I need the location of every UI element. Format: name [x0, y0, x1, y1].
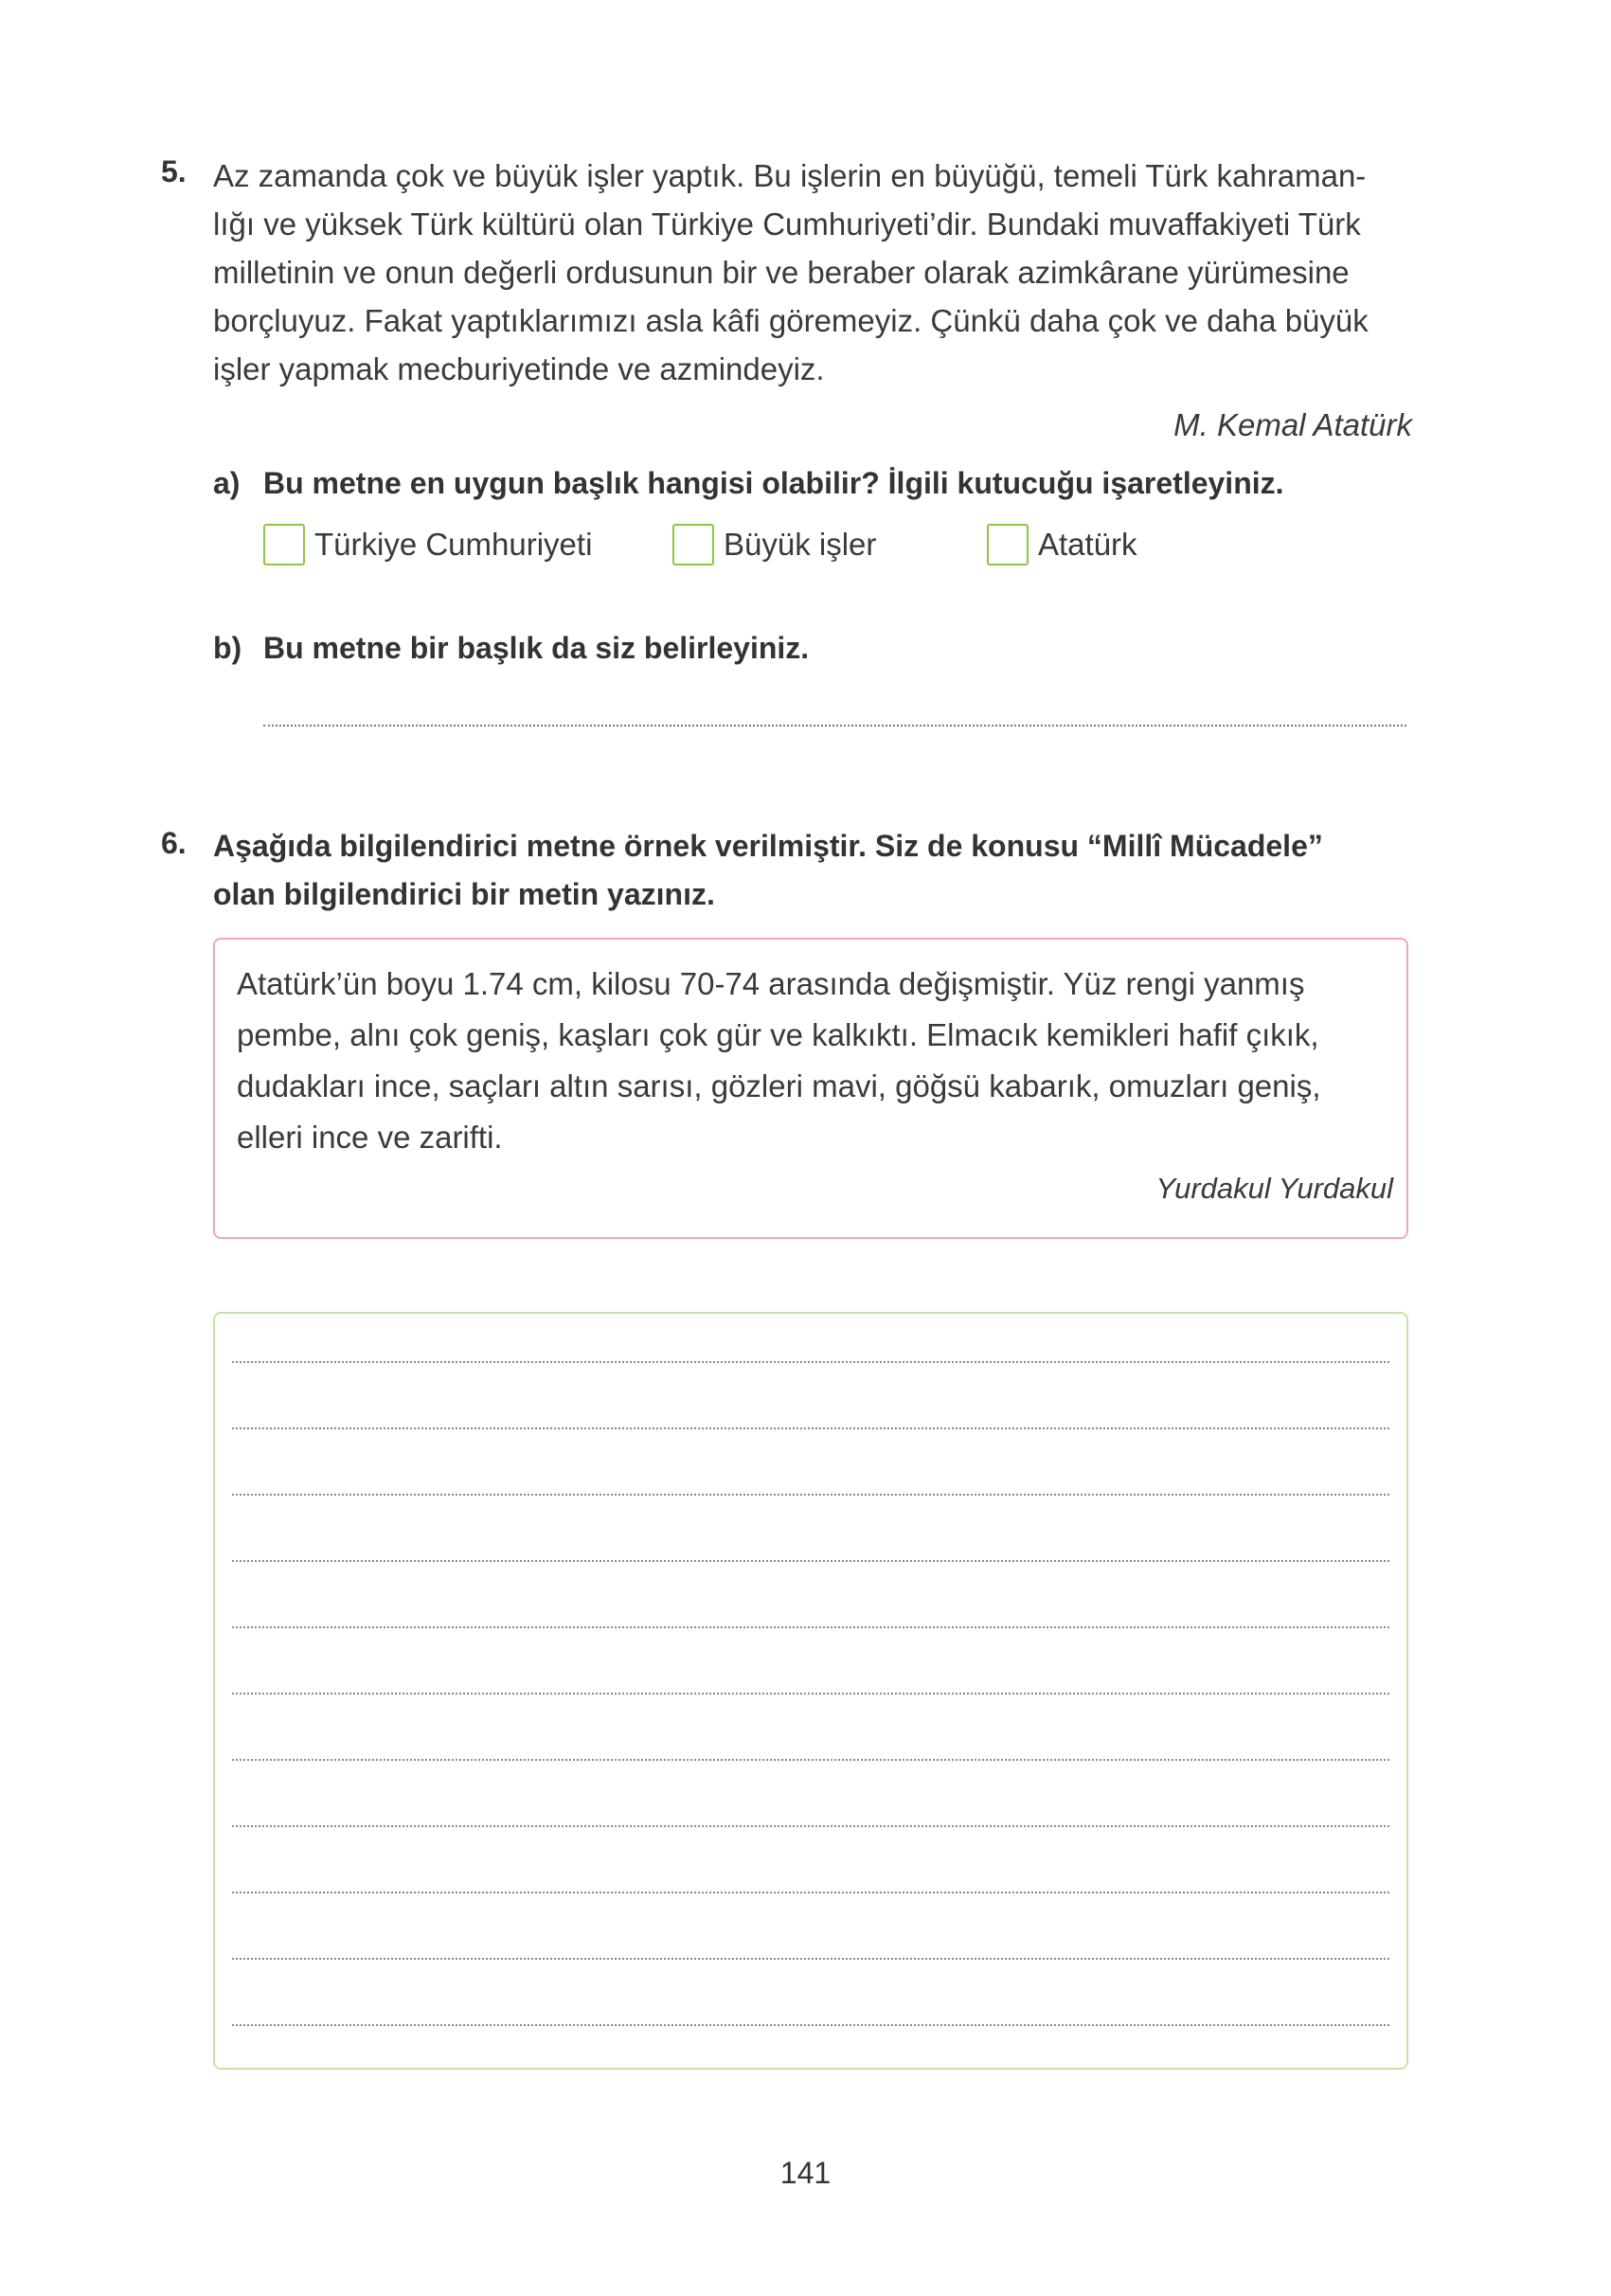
- option-label: Atatürk: [1038, 527, 1137, 562]
- example-line: Atatürk’ün boyu 1.74 cm, kilosu 70-74 arasında değişmiştir. Yüz rengi yanmış: [237, 966, 1305, 1001]
- passage-line: borçluyuz. Fakat yaptıklarımızı asla kâfi göremeyiz. Çünkü daha çok ve daha büyük: [213, 303, 1369, 338]
- example-line: pembe, alnı çok geniş, kaşları çok gür ve kalkıktı. Elmacık kemikleri hafif çıkık,: [237, 1017, 1319, 1052]
- sub-question-a-text: Bu metne en uygun başlık hangisi olabilir? İlgili kutucuğu işaretleyiniz.: [263, 466, 1284, 500]
- option-label: Türkiye Cumhuriyeti: [314, 527, 593, 562]
- writing-line[interactable]: [232, 1693, 1389, 1695]
- writing-line[interactable]: [232, 1427, 1389, 1429]
- writing-line[interactable]: [232, 1626, 1389, 1628]
- prompt-line: olan bilgilendirici bir metin yazınız.: [213, 877, 715, 911]
- passage-line: lığı ve yüksek Türk kültürü olan Türkiye Cumhuriyeti’dir. Bundaki muvaffakiyeti Türk: [213, 206, 1361, 242]
- title-answer-line[interactable]: [263, 725, 1406, 726]
- passage-line: milletinin ve onun değerli ordusunun bir ve beraber olarak azimkârane yürümesine: [213, 255, 1350, 290]
- option-label: Büyük işler: [724, 527, 877, 562]
- writing-area[interactable]: [213, 1312, 1408, 2070]
- writing-line[interactable]: [232, 1361, 1389, 1363]
- question-6-prompt: [213, 822, 1425, 919]
- example-passage: [237, 959, 1402, 1163]
- writing-line[interactable]: [232, 1759, 1389, 1761]
- title-option-2[interactable]: [672, 521, 876, 568]
- passage-line: Az zamanda çok ve büyük işler yaptık. Bu işlerin en büyüğü, temeli Türk kahraman-: [213, 158, 1367, 193]
- page-number: 141: [779, 2156, 832, 2190]
- example-line: elleri ince ve zarifti.: [237, 1120, 503, 1155]
- question-5-passage: [213, 152, 1416, 393]
- sub-question-b-label: b): [213, 631, 242, 665]
- checkbox[interactable]: [263, 524, 305, 565]
- passage-line: işler yapmak mecburiyetinde ve azmindeyiz.: [213, 351, 825, 386]
- prompt-line: Aşağıda bilgilendirici metne örnek verilmiştir. Siz de konusu “Millî Mücadele”: [213, 829, 1323, 863]
- writing-line[interactable]: [232, 1560, 1389, 1562]
- question-6-number: 6.: [161, 826, 187, 860]
- title-option-1[interactable]: [263, 521, 592, 568]
- sub-question-a-label: a): [213, 466, 241, 500]
- writing-line[interactable]: [232, 1494, 1389, 1496]
- title-option-3[interactable]: [987, 521, 1137, 568]
- writing-line[interactable]: [232, 1892, 1389, 1893]
- passage-author: M. Kemal Atatürk: [1173, 407, 1412, 442]
- checkbox[interactable]: [987, 524, 1029, 565]
- sub-question-b-text: Bu metne bir başlık da siz belirleyiniz.: [263, 631, 810, 665]
- writing-line[interactable]: [232, 2024, 1389, 2026]
- writing-line[interactable]: [232, 1958, 1389, 1960]
- question-5-number: 5.: [161, 154, 187, 188]
- example-author: Yurdakul Yurdakul: [1155, 1172, 1393, 1205]
- example-line: dudakları ince, saçları altın sarısı, gözleri mavi, göğsü kabarık, omuzları geniş,: [237, 1068, 1321, 1103]
- writing-line[interactable]: [232, 1825, 1389, 1827]
- checkbox[interactable]: [672, 524, 714, 565]
